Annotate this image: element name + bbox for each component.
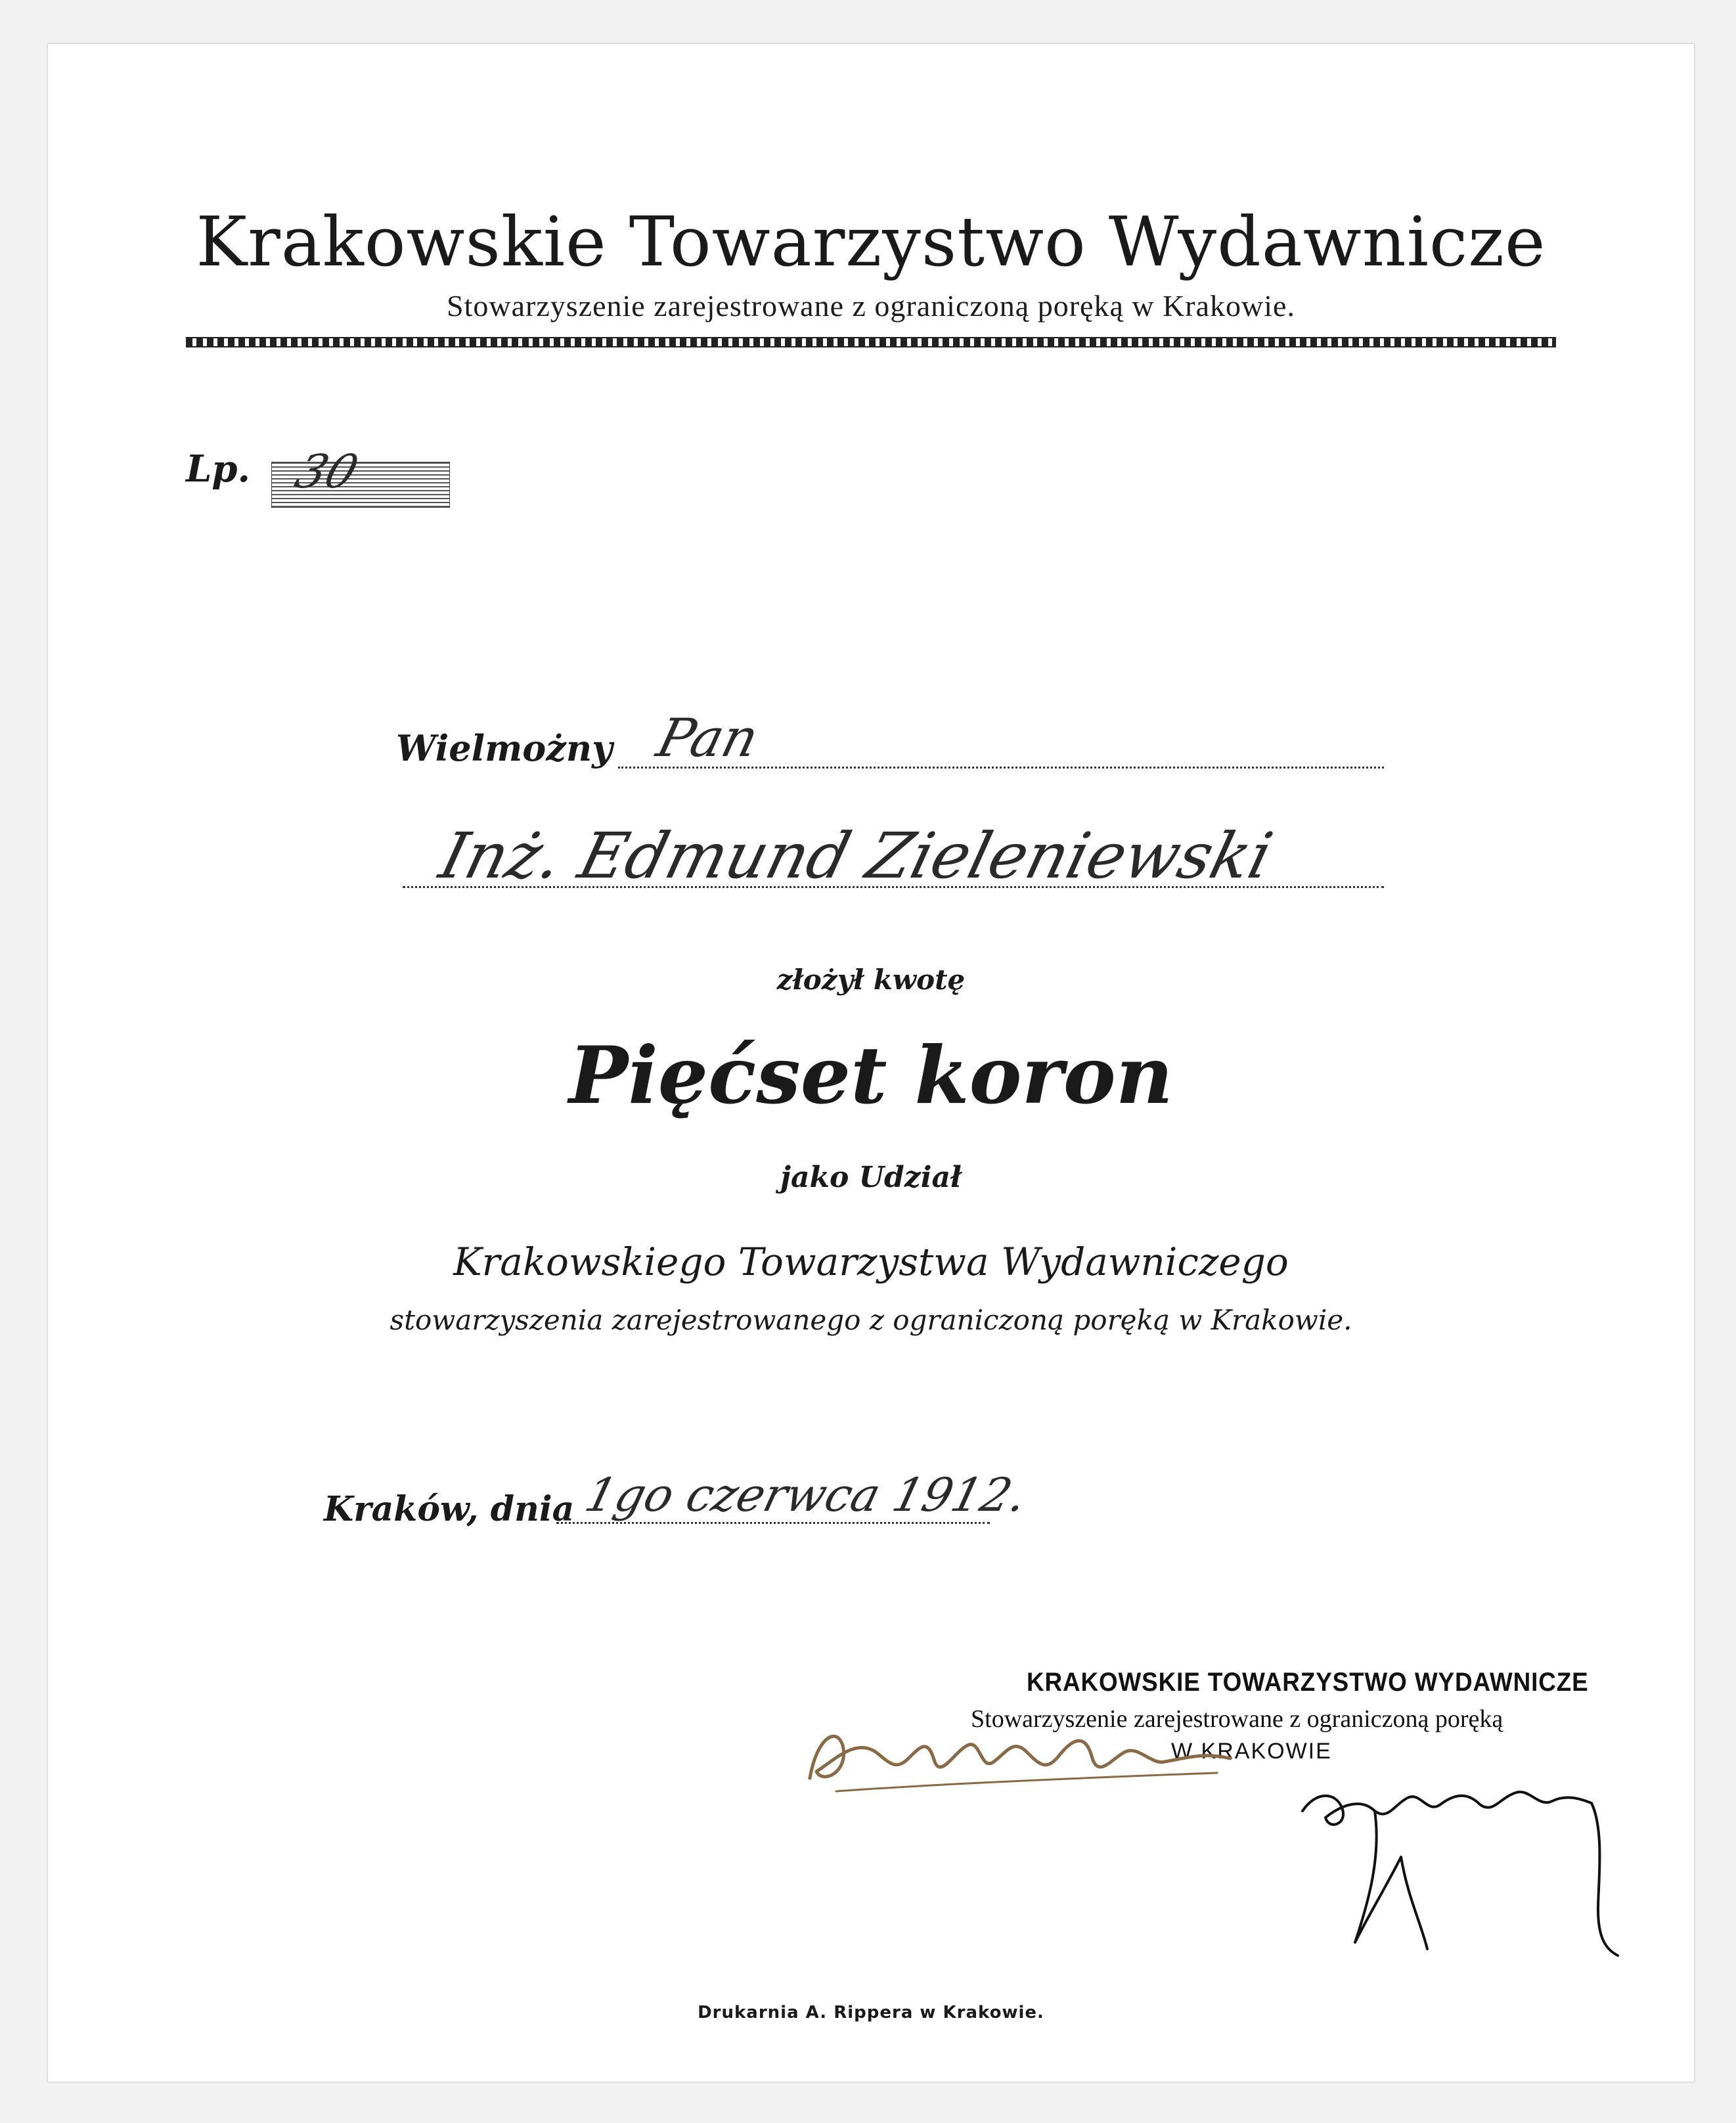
organization-title: Krakowskie Towarzystwo Wydawnicze [196,202,1546,282]
printer-imprint: Drukarnia A. Rippera w Krakowie. [698,2003,1044,2022]
signature-brown-image [797,1699,1270,1804]
recipient-name-handwritten: Inż. Edmund Zieleniewski [433,819,1280,893]
salutation-handwritten: Pan [651,707,765,769]
date-dotted-line [556,1522,990,1524]
deposited-amount-text: złożył kwotę [776,964,966,996]
organization-subtitle: Stowarzyszenie zarejestrowane z ograniczoną poręką w Krakowie. [447,289,1295,323]
date-handwritten: 1go czerwca 1912. [579,1468,1033,1522]
header-decorative-rule [186,337,1556,347]
signature-black-image [1289,1752,1631,1969]
certificate-page [47,43,1695,2082]
lp-number-value: 30 [288,445,365,499]
salutation-label: Wielmożny [396,727,613,769]
recipient-name-dotted-line [403,886,1384,888]
lp-label: Lp. [186,447,251,491]
salutation-dotted-line [618,767,1384,769]
stamp-city: W KRAKOWIE [1171,1739,1332,1764]
amount-in-words: Pięćset koron [568,1029,1174,1122]
date-label: Kraków, dnia [324,1489,575,1529]
stamp-title: KRAKOWSKIE TOWARZYSTWO WYDAWNICZE [1027,1668,1589,1697]
stamp-subtitle: Stowarzyszenie zarejestrowane z ograniczoną poręką [971,1705,1503,1733]
company-name-genitive: Krakowskiego Towarzystwa Wydawniczego [453,1240,1289,1284]
company-description: stowarzyszenia zarejestrowanego z ograniczoną poręką w Krakowie. [389,1304,1352,1336]
as-share-text: jako Udział [780,1161,962,1194]
